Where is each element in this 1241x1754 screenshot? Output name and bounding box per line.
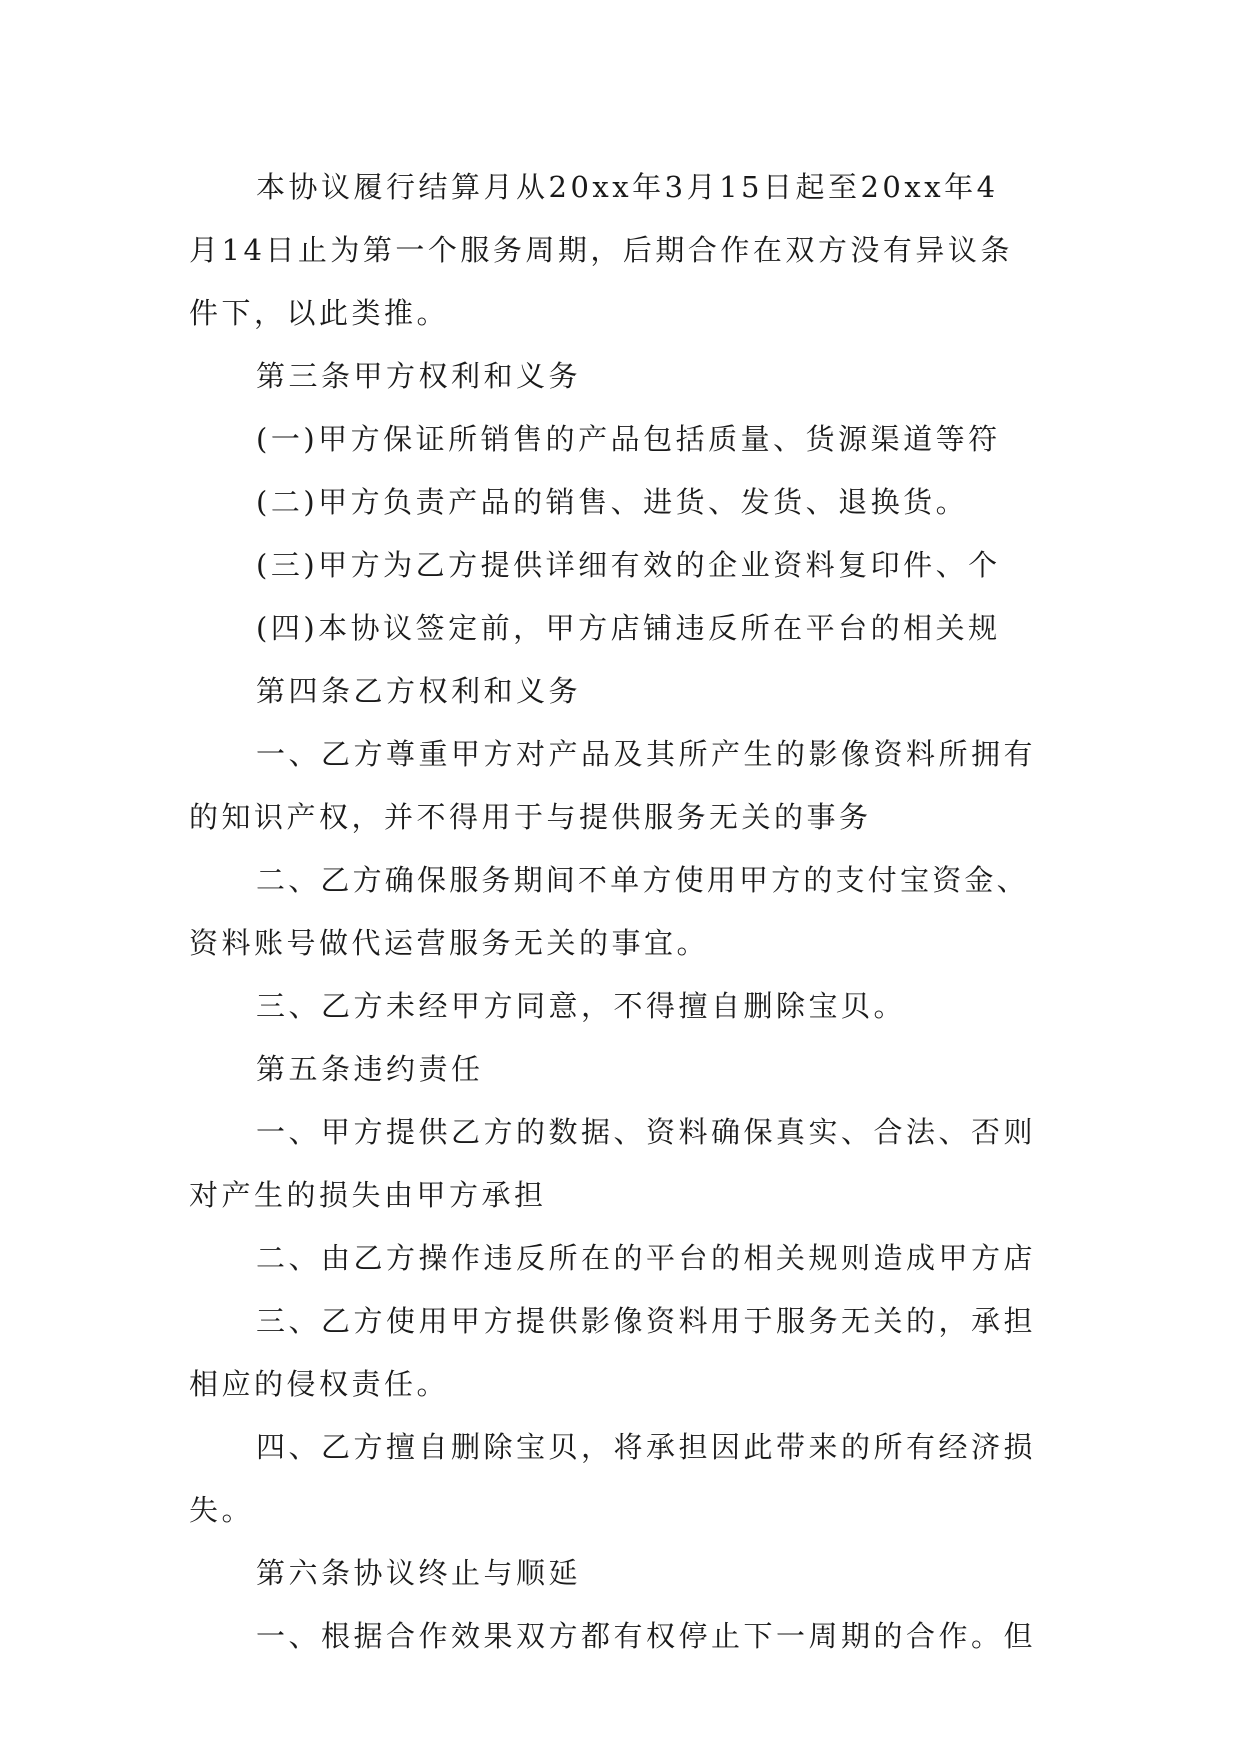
clause-6-1: 一、根据合作效果双方都有权停止下一周期的合作。但 [256,1619,1037,1653]
heading-article-5: 第五条违约责任 [256,1052,484,1086]
clause-4-1-line-2: 的知识产权，并不得用于与提供服务无关的事务 [189,800,872,834]
clause-4-2-line-2: 资料账号做代运营服务无关的事宜。 [189,926,710,960]
clause-5-3-line-2: 相应的侵权责任。 [189,1367,450,1401]
heading-article-4: 第四条乙方权利和义务 [256,674,582,708]
clause-4-1-line-1: 一、乙方尊重甲方对产品及其所产生的影像资料所拥有 [256,737,1037,771]
paragraph-settlement-line-1: 本协议履行结算月从20xx年3月15日起至20xx年4 [256,170,999,204]
clause-5-1-line-2: 对产生的损失由甲方承担 [189,1178,547,1212]
clause-5-4-line-1: 四、乙方擅自删除宝贝，将承担因此带来的所有经济损 [256,1430,1037,1464]
clause-5-3-line-1: 三、乙方使用甲方提供影像资料用于服务无关的，承担 [256,1304,1037,1338]
clause-3-1: (一)甲方保证所销售的产品包括质量、货源渠道等符 [256,422,1001,456]
clause-4-3: 三、乙方未经甲方同意，不得擅自删除宝贝。 [256,989,907,1023]
clause-3-3: (三)甲方为乙方提供详细有效的企业资料复印件、个 [256,548,1001,582]
clause-5-1-line-1: 一、甲方提供乙方的数据、资料确保真实、合法、否则 [256,1115,1037,1149]
clause-3-2: (二)甲方负责产品的销售、进货、发货、退换货。 [256,485,969,519]
clause-4-2-line-1: 二、乙方确保服务期间不单方使用甲方的支付宝资金、 [256,863,1029,897]
paragraph-settlement-line-3: 件下，以此类推。 [189,296,450,330]
heading-article-3: 第三条甲方权利和义务 [256,359,582,393]
clause-5-4-line-2: 失。 [189,1493,255,1527]
clause-5-2: 二、由乙方操作违反所在的平台的相关规则造成甲方店 [256,1241,1037,1275]
clause-3-4: (四)本协议签定前，甲方店铺违反所在平台的相关规 [256,611,1001,645]
paragraph-settlement-line-2: 月14日止为第一个服务周期，后期合作在双方没有异议条 [189,233,1013,267]
heading-article-6: 第六条协议终止与顺延 [256,1556,582,1590]
